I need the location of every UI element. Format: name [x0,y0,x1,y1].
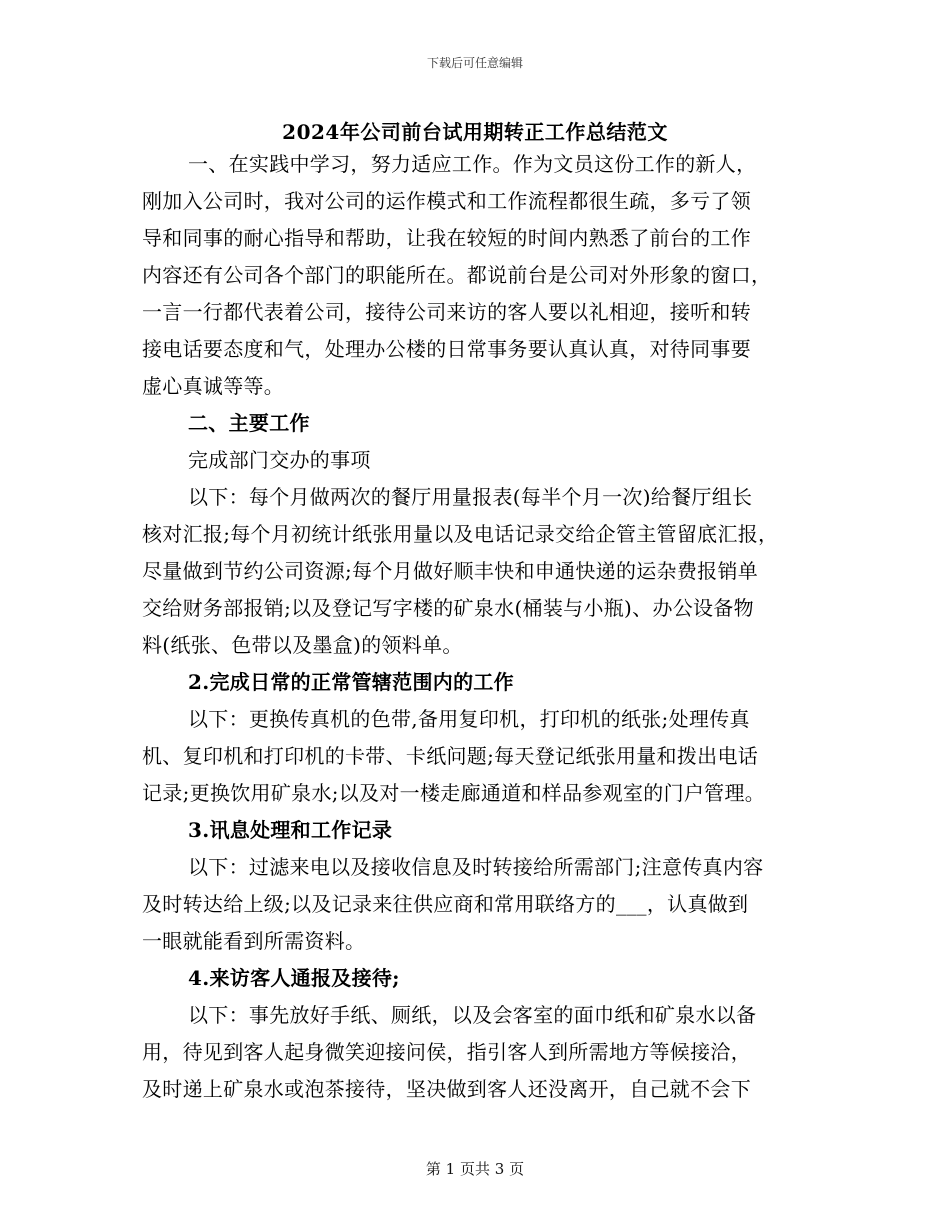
paragraph-line: 料(纸张、色带以及墨盒)的领料单。 [142,633,463,657]
paragraph-line: 导和同事的耐心指导和帮助，让我在较短的时间内熟悉了前台的工作 [142,226,751,250]
paragraph-line: 机、复印机和打印机的卡带、卡纸问题;每天登记纸张用量和拨出电话 [142,744,759,768]
section-heading: 3.讯息处理和工作记录 [188,818,393,842]
page-header: 下载后可任意编辑 [426,56,523,70]
section-subheading: 完成部门交办的事项 [188,448,371,472]
section-heading: 4.来访客人通报及接待; [188,966,400,990]
paragraph-line: 一言一行都代表着公司，接待公司来访的客人要以礼相迎，接听和转 [142,300,751,324]
paragraph-line: 记录;更换饮用矿泉水;以及对一楼走廊通道和样品参观室的门户管理。 [142,781,766,805]
paragraph-line: 虚心真诚等等。 [142,374,285,398]
paragraph-line: 尽量做到节约公司资源;每个月做好顺丰快和申通快递的运杂费报销单 [142,559,759,583]
paragraph-line: 一、在实践中学习，努力适应工作。作为文员这份工作的新人， [188,152,757,176]
paragraph-line: 以下：过滤来电以及接收信息及时转接给所需部门;注意传真内容 [188,855,764,879]
paragraph-line: 交给财务部报销;以及登记写字楼的矿泉水(桶装与小瓶)、办公设备物 [142,596,754,620]
paragraph-line: 核对汇报;每个月初统计纸张用量以及电话记录交给企管主管留底汇报， [142,522,779,546]
paragraph-line: 及时转达给上级;以及记录来往供应商和常用联络方的___，认真做到 [142,892,749,916]
document-body [142,146,814,1108]
document-title: 2024年公司前台试用期转正工作总结范文 [282,120,668,144]
paragraph-line: 及时递上矿泉水或泡茶接待，坚决做到客人还没离开，自己就不会下 [142,1077,751,1101]
paragraph-line: 接电话要态度和气，处理办公楼的日常事务要认真认真，对待同事要 [142,337,751,361]
paragraph-line: 以下：事先放好手纸、厕纸，以及会客室的面巾纸和矿泉水以备 [188,1003,757,1027]
paragraph-line: 用，待见到客人起身微笑迎接问侯，指引客人到所需地方等候接洽， [142,1040,751,1064]
page-footer: 第 1 页共 3 页 [425,1160,525,1178]
paragraph-line: 内容还有公司各个部门的职能所在。都说前台是公司对外形象的窗口， [142,263,772,287]
section-heading: 2.完成日常的正常管辖范围内的工作 [188,670,514,694]
paragraph-line: 一眼就能看到所需资料。 [142,929,366,953]
paragraph-line: 以下：更换传真机的色带,备用复印机，打印机的纸张;处理传真 [188,707,750,731]
paragraph-line: 以下：每个月做两次的餐厅用量报表(每半个月一次)给餐厅组长 [188,485,753,509]
section-heading: 二、主要工作 [188,411,310,435]
paragraph-line: 刚加入公司时，我对公司的运作模式和工作流程都很生疏，多亏了领 [142,189,751,213]
